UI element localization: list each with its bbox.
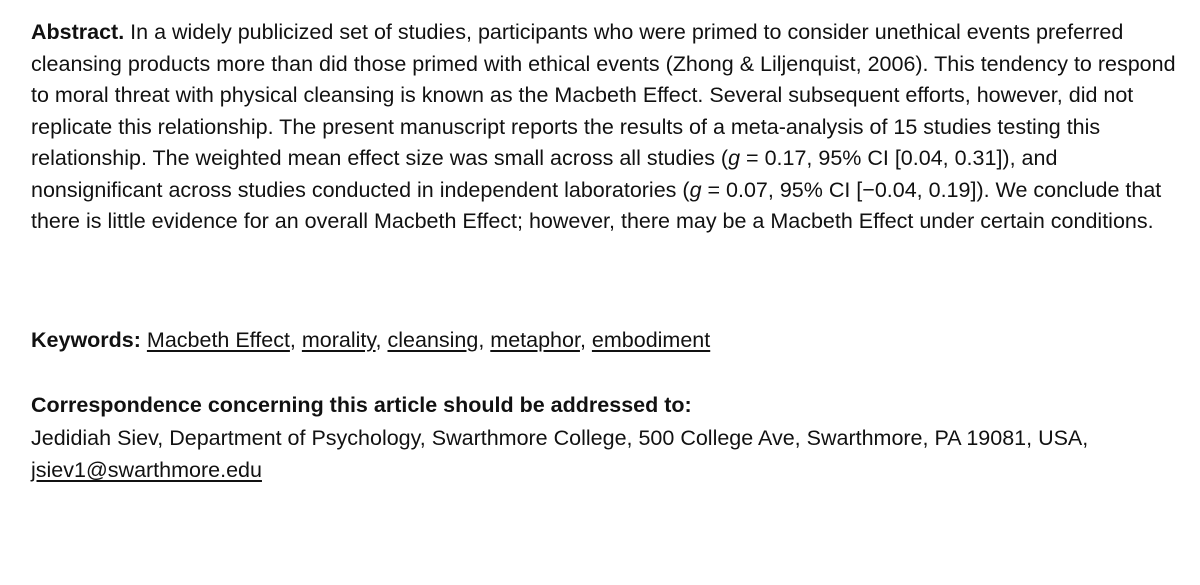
keyword-separator: , xyxy=(289,328,302,352)
correspondence-address xyxy=(31,423,1171,486)
abstract-text-part1: In a widely publicized set of studies, participants who were primed to consider unethical events preferred cleansing products more than did those primed with ethical events (Zhong & Liljenquist, 2006). This tendency to respond to moral threat with physical cleansing is known as the Macbeth Effect. Several subsequent efforts, however, did not replicate this relationship. The present manuscript reports the results of a meta-analysis of 15 studies testing this relationship. The weighted mean effect size was small across all studies ( xyxy=(31,20,1176,170)
keywords-label: Keywords: xyxy=(31,328,141,352)
correspondence-heading: Correspondence concerning this article should be addressed to: xyxy=(31,393,692,417)
effect-size-symbol-g: g xyxy=(728,146,741,170)
abstract-text-part3: = 0.07, 95% CI [−0.04, 0.19]). We conclude that there is little evidence for an overall Macbeth Effect; however, there may be a Macbeth Effect under certain conditions. xyxy=(31,177,1162,233)
keyword-separator: , xyxy=(478,328,491,352)
keywords-line xyxy=(31,325,710,357)
abstract-text-part2: = 0.17, 95% CI [0.04, 0.31]), and nonsignificant across studies conducted in independent laboratories ( xyxy=(31,146,1058,202)
keyword-link-embodiment[interactable]: embodiment xyxy=(591,328,711,352)
keyword-link-morality[interactable]: morality xyxy=(301,328,376,352)
abstract-paragraph xyxy=(31,17,1191,238)
keyword-separator: , xyxy=(579,328,592,352)
keyword-separator: , xyxy=(375,328,388,352)
keyword-link-metaphor[interactable]: metaphor xyxy=(490,328,580,352)
abstract-label: Abstract. xyxy=(31,20,125,44)
correspondence-email-link[interactable]: jsiev1@swarthmore.edu xyxy=(31,457,262,482)
article-front-matter xyxy=(31,17,1191,482)
keyword-link-cleansing[interactable]: cleansing xyxy=(387,328,479,352)
keyword-link-macbeth-effect[interactable]: Macbeth Effect xyxy=(146,328,290,352)
effect-size-symbol-g: g xyxy=(689,177,702,202)
correspondence-address-text: Jedidiah Siev, Department of Psychology, Swarthmore College, 500 College Ave, Swarthmore, PA 19081, USA, xyxy=(31,426,1089,450)
